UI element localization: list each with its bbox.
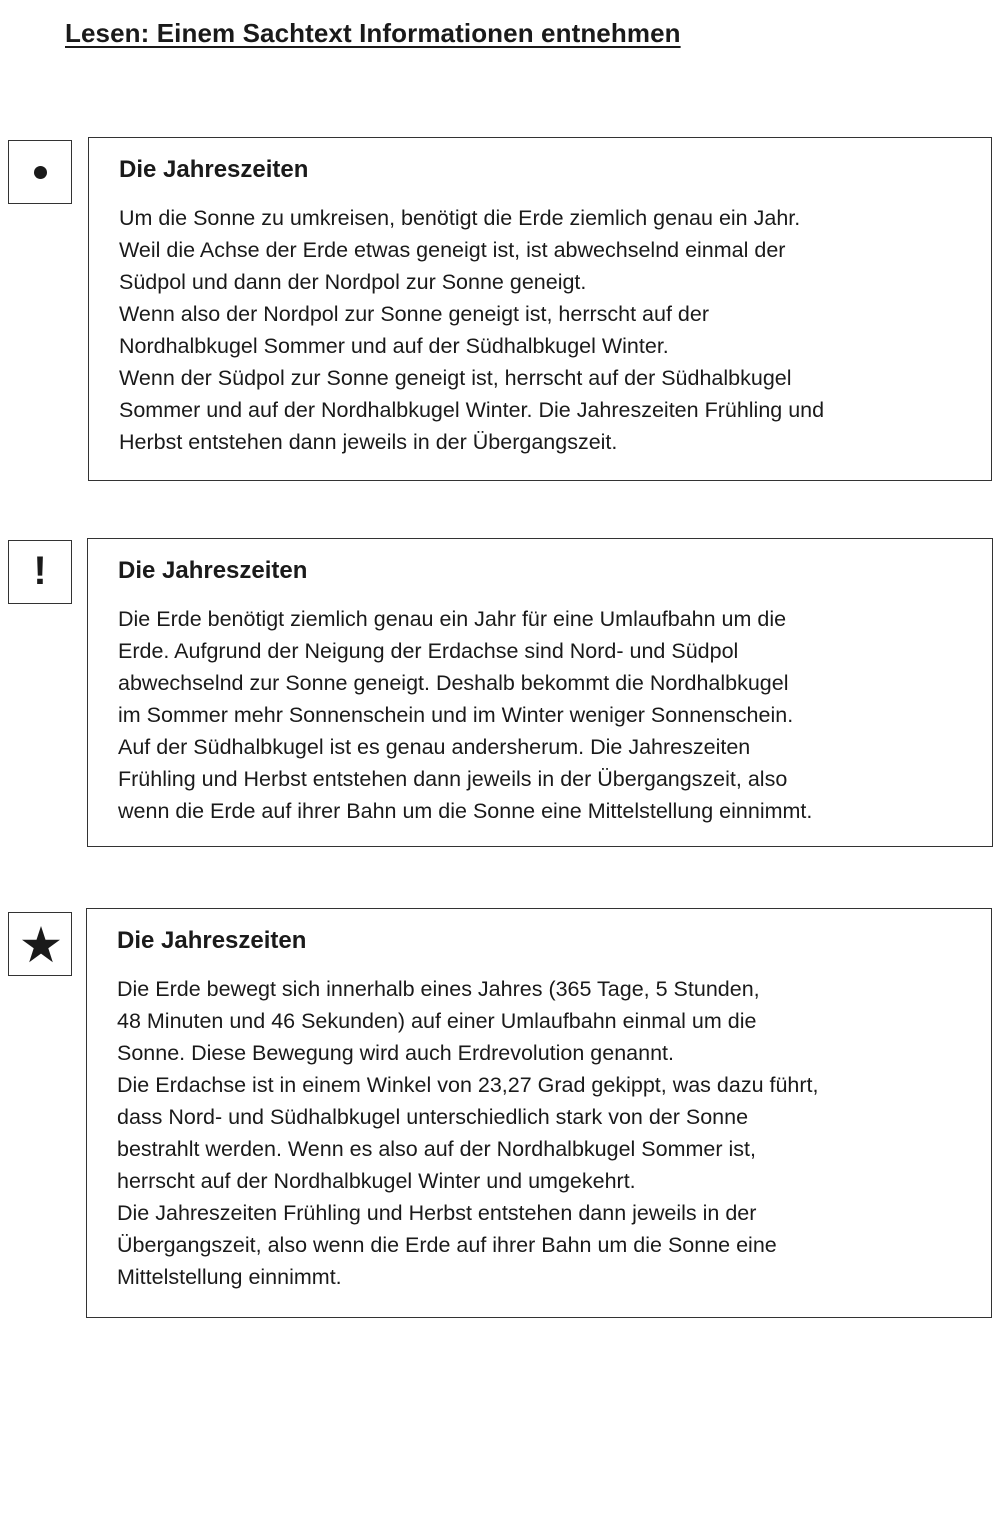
text-line: Frühling und Herbst entstehen dann jeweils in der Übergangszeit, also (118, 767, 788, 791)
star-icon (9, 913, 73, 977)
card-heading: Die Jahreszeiten (117, 927, 307, 954)
card-heading: Die Jahreszeiten (119, 156, 309, 183)
text-line: wenn die Erde auf ihrer Bahn um die Sonne eine Mittelstellung einnimmt. (118, 799, 813, 823)
card-body (117, 973, 971, 1293)
text-line: Um die Sonne zu umkreisen, benötigt die Erde ziemlich genau ein Jahr. (119, 206, 801, 230)
text-line: bestrahlt werden. Wenn es also auf der Nordhalbkugel Sommer ist, (117, 1137, 756, 1161)
text-line: Wenn also der Nordpol zur Sonne geneigt ist, herrscht auf der (119, 302, 709, 326)
text-line: Auf der Südhalbkugel ist es genau andersherum. Die Jahreszeiten (118, 735, 751, 759)
text-line: Herbst entstehen dann jeweils in der Übergangszeit. (119, 430, 618, 454)
level-marker-advanced (8, 912, 72, 976)
text-line: abwechselnd zur Sonne geneigt. Deshalb bekommt die Nordhalbkugel (118, 671, 789, 695)
text-line: Wenn der Südpol zur Sonne geneigt ist, herrscht auf der Südhalbkugel (119, 366, 792, 390)
text-line: Mittelstellung einnimmt. (117, 1265, 342, 1289)
level-marker-basic (8, 140, 72, 204)
text-line: Weil die Achse der Erde etwas geneigt ist, ist abwechselnd einmal der (119, 238, 786, 262)
card-body (119, 202, 971, 458)
text-line: Die Jahreszeiten Frühling und Herbst entstehen dann jeweils in der (117, 1201, 757, 1225)
text-line: Übergangszeit, also wenn die Erde auf ihrer Bahn um die Sonne eine (117, 1233, 777, 1257)
text-line: Nordhalbkugel Sommer und auf der Südhalbkugel Winter. (119, 334, 669, 358)
text-card-basic (88, 137, 992, 481)
level-marker-medium (8, 540, 72, 604)
text-line: Südpol und dann der Nordpol zur Sonne geneigt. (119, 270, 587, 294)
text-line: Erde. Aufgrund der Neigung der Erdachse sind Nord- und Südpol (118, 639, 739, 663)
text-line: Die Erde benötigt ziemlich genau ein Jahr für eine Umlaufbahn um die (118, 607, 787, 631)
text-card-advanced (86, 908, 992, 1318)
page-title: Lesen: Einem Sachtext Informationen entnehmen (65, 18, 681, 48)
text-line: 48 Minuten und 46 Sekunden) auf einer Umlaufbahn einmal um die (117, 1009, 757, 1033)
text-line: dass Nord- und Südhalbkugel unterschiedlich stark von der Sonne (117, 1105, 749, 1129)
text-line: im Sommer mehr Sonnenschein und im Winter weniger Sonnenschein. (118, 703, 794, 727)
text-line: Die Erde bewegt sich innerhalb eines Jahres (365 Tage, 5 Stunden, (117, 977, 760, 1001)
card-body (118, 603, 972, 827)
text-line: Sonne. Diese Bewegung wird auch Erdrevolution genannt. (117, 1041, 674, 1065)
text-card-medium (87, 538, 993, 847)
text-line: Die Erdachse ist in einem Winkel von 23,27 Grad gekippt, was dazu führt, (117, 1073, 819, 1097)
exclamation-icon: ! (33, 549, 47, 593)
card-heading: Die Jahreszeiten (118, 557, 308, 584)
text-line: Sommer und auf der Nordhalbkugel Winter. Die Jahreszeiten Frühling und (119, 398, 825, 422)
dot-icon (34, 166, 47, 179)
text-line: herrscht auf der Nordhalbkugel Winter und umgekehrt. (117, 1169, 636, 1193)
